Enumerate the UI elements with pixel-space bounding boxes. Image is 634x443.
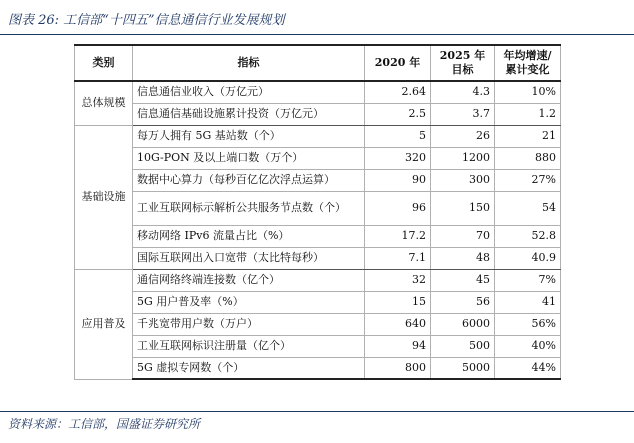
value-2020-cell: 15 — [365, 291, 431, 313]
indicator-cell: 信息通信业收入（万亿元） — [133, 81, 365, 103]
source-note: 资料来源：工信部，国盛证券研究所 — [8, 417, 201, 431]
indicator-cell: 数据中心算力（每秒百亿亿次浮点运算） — [133, 169, 365, 191]
header-category: 类别 — [75, 45, 133, 81]
indicator-cell: 国际互联网出入口宽带（太比特每秒） — [133, 247, 365, 269]
indicator-cell: 工业互联网标示解析公共服务节点数（个） — [133, 191, 365, 225]
value-2025-cell: 3.7 — [431, 103, 495, 125]
value-2020-cell: 90 — [365, 169, 431, 191]
value-2020-cell: 640 — [365, 313, 431, 335]
value-2020-cell: 96 — [365, 191, 431, 225]
value-2020-cell: 2.64 — [365, 81, 431, 103]
value-2025-cell: 70 — [431, 225, 495, 247]
table-row — [75, 335, 561, 357]
growth-cell: 1.2 — [495, 103, 561, 125]
growth-cell: 10% — [495, 81, 561, 103]
header-row — [75, 45, 561, 81]
table-row — [75, 225, 561, 247]
value-2025-cell: 56 — [431, 291, 495, 313]
indicator-cell: 通信网络终端连接数（亿个） — [133, 269, 365, 291]
growth-cell: 54 — [495, 191, 561, 225]
growth-cell: 40% — [495, 335, 561, 357]
table-row — [75, 125, 561, 147]
top-rule — [0, 34, 634, 35]
value-2020-cell: 32 — [365, 269, 431, 291]
table-row — [75, 291, 561, 313]
bottom-rule — [0, 411, 634, 412]
category-cell: 应用普及 — [75, 269, 133, 379]
table-row — [75, 81, 561, 103]
growth-cell: 41 — [495, 291, 561, 313]
indicator-cell: 千兆宽带用户数（万户） — [133, 313, 365, 335]
table-row — [75, 357, 561, 379]
table-row — [75, 147, 561, 169]
category-cell: 总体规模 — [75, 81, 133, 125]
value-2020-cell: 800 — [365, 357, 431, 379]
indicator-cell: 5G 虚拟专网数（个） — [133, 357, 365, 379]
header-2020: 2020 年 — [365, 45, 431, 81]
value-2020-cell: 5 — [365, 125, 431, 147]
indicator-cell: 每万人拥有 5G 基站数（个） — [133, 125, 365, 147]
header-growth: 年均增速/累计变化 — [495, 45, 561, 81]
value-2020-cell: 7.1 — [365, 247, 431, 269]
table-row — [75, 269, 561, 291]
growth-cell: 44% — [495, 357, 561, 379]
value-2025-cell: 5000 — [431, 357, 495, 379]
value-2020-cell: 320 — [365, 147, 431, 169]
category-cell: 基础设施 — [75, 125, 133, 269]
value-2025-cell: 150 — [431, 191, 495, 225]
growth-cell: 40.9 — [495, 247, 561, 269]
growth-cell: 880 — [495, 147, 561, 169]
value-2025-cell: 6000 — [431, 313, 495, 335]
header-indicator: 指标 — [133, 45, 365, 81]
indicator-cell: 10G-PON 及以上端口数（万个） — [133, 147, 365, 169]
value-2025-cell: 500 — [431, 335, 495, 357]
value-2020-cell: 94 — [365, 335, 431, 357]
value-2025-cell: 300 — [431, 169, 495, 191]
growth-cell: 52.8 — [495, 225, 561, 247]
header-2025-target: 2025 年目标 — [431, 45, 495, 81]
growth-cell: 21 — [495, 125, 561, 147]
value-2020-cell: 17.2 — [365, 225, 431, 247]
value-2020-cell: 2.5 — [365, 103, 431, 125]
value-2025-cell: 26 — [431, 125, 495, 147]
table-row — [75, 247, 561, 269]
planning-table — [74, 44, 561, 380]
indicator-cell: 移动网络 IPv6 流量占比（%） — [133, 225, 365, 247]
indicator-cell: 5G 用户普及率（%） — [133, 291, 365, 313]
value-2025-cell: 4.3 — [431, 81, 495, 103]
figure-title: 图表 26: 工信部“十四五”信息通信行业发展规划 — [8, 13, 285, 28]
value-2025-cell: 45 — [431, 269, 495, 291]
table-row — [75, 313, 561, 335]
growth-cell: 27% — [495, 169, 561, 191]
table-row — [75, 191, 561, 225]
indicator-cell: 信息通信基础设施累计投资（万亿元） — [133, 103, 365, 125]
table-row — [75, 103, 561, 125]
table-row — [75, 169, 561, 191]
value-2025-cell: 1200 — [431, 147, 495, 169]
indicator-cell: 工业互联网标识注册量（亿个） — [133, 335, 365, 357]
growth-cell: 56% — [495, 313, 561, 335]
growth-cell: 7% — [495, 269, 561, 291]
value-2025-cell: 48 — [431, 247, 495, 269]
